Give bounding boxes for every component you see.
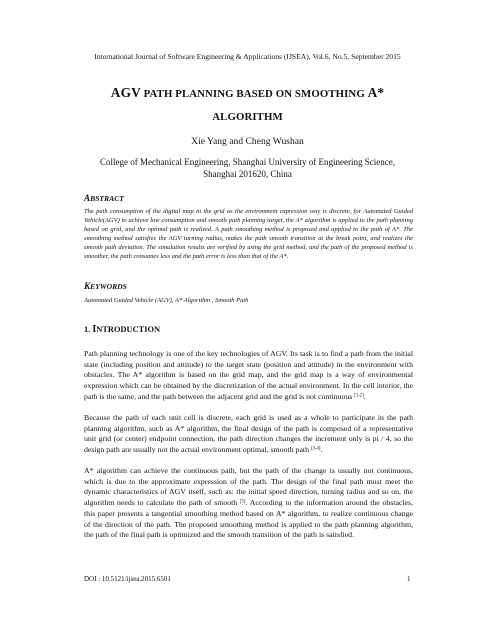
page-number: 1 bbox=[407, 575, 411, 583]
keywords-heading: KEYWORDS bbox=[84, 281, 127, 291]
intro-paragraph-3: A* algorithm can achieve the continuous path, but the path of the change is usually not continuous, which is due to the approximate expression of the path. The design of the final path must meet the dynamic characteristics of AGV itself, such as: the initial speed direction, turning radius and so on, the algorithm needs to calculate the path of smooth [5]. According to the information around the obstacles, this paper presents a tangential smoothing method based on A* algorithm, to realize continuous change of the direction of the path. The proposed smoothing method is applied to the path planning algorithm, the path of the final path is optimized and the smooth transition of the path is satisfied. bbox=[84, 466, 413, 540]
journal-header: International Journal of Software Engineering & Applications (IJSEA), Vol.6, No.5, September 2015 bbox=[94, 52, 401, 61]
citation-ref: [3-4] bbox=[310, 446, 321, 452]
affiliation-line2: Shanghai 201620, China bbox=[203, 169, 292, 179]
citation-ref: [5] bbox=[239, 499, 246, 505]
affiliation bbox=[70, 156, 425, 180]
abstract-text: The path consumption of the digital map in the grid as the environment expression way is discrete, for Automated Guided Vehicle(AGV) to achieve low consumption and smooth path planning target, the A* algorithm is applied to the path planning based on grid, and the optimal path is realized. A path smoothing method is proposed and applied to the path of A*. The smoothing method satisfies the AGV turning radius, makes the path smooth transition at the break point, and realizes the smooth path deviation. The simulation results are verified by using the grid method, and the path of the proposed method is smoother, the path consumes less and the path error is less than that of the A*. bbox=[84, 208, 413, 261]
doi: DOI : 10.5121/ijsea.2015.6501 bbox=[84, 575, 171, 583]
keywords-text: Automated Guided Vehicle (AGV), A* Algorithm , Smooth Path bbox=[84, 297, 249, 304]
title-line2: ALGORITHM bbox=[212, 111, 283, 123]
intro-paragraph-2: Because the path of each unit cell is discrete, each grid is used as a whole to participate in the path planning algorithm, such as A* algorithm, the final design of the path is composed of a representative unit grid (or center) endpoint connection, the path direction changes the increment only is pi / 4, so the design path are usually not the actual environment optimal, smooth path [3-4]. bbox=[84, 413, 413, 455]
citation-ref: [1-2] bbox=[354, 393, 364, 399]
title-small-caps: PATH PLANNING BASED ON SMOOTHING bbox=[140, 88, 368, 100]
affiliation-line1: College of Mechanical Engineering, Shanghai University of Engineering Science, bbox=[100, 157, 395, 167]
authors: Xie Yang and Cheng Wushan bbox=[191, 136, 304, 147]
abstract-heading: ABSTRACT bbox=[84, 193, 124, 203]
title-word-astar: A* bbox=[367, 85, 385, 100]
title-word-agv: AGV bbox=[110, 85, 141, 100]
intro-paragraph-1: Path planning technology is one of the key technologies of AGV. Its task is to find a path from the initial state (including position and attitude) to the target state (position and attitude) in the environment with obstacles. The A* algorithm is based on the grid map, and the grid map is a way of environmental expression which can be obtained by the discretization of the actual environment. In the cell interior, the path is the same, and the path between the adjacent grid and the grid is not continuous [1-2]. bbox=[84, 349, 413, 401]
paper-title bbox=[60, 82, 435, 128]
introduction-heading: 1. INTRODUCTION bbox=[84, 324, 161, 335]
